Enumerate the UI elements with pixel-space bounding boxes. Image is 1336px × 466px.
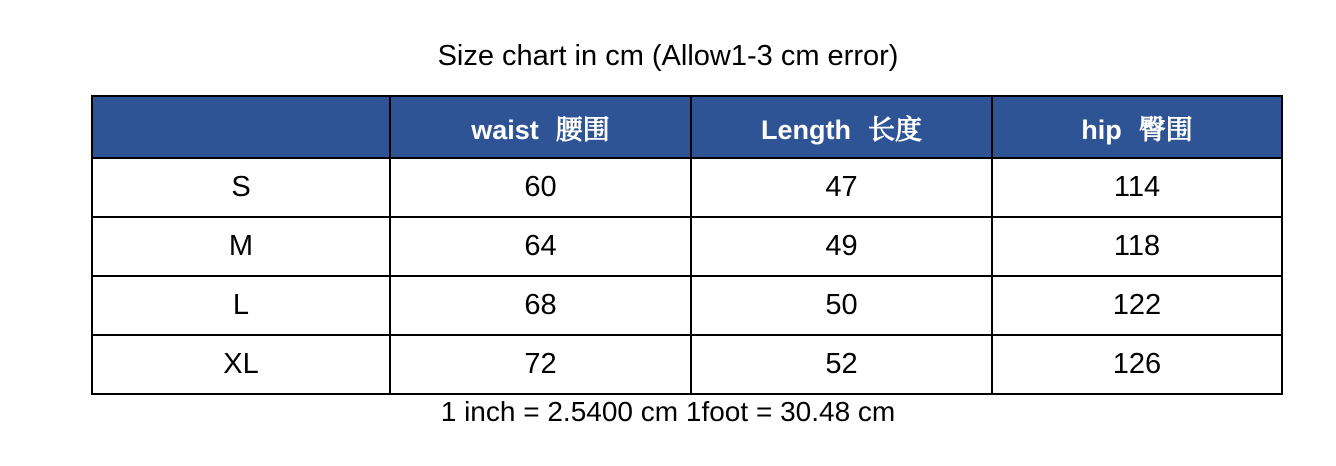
unit-conversion-note: 1 inch = 2.5400 cm 1foot = 30.48 cm xyxy=(440,396,896,427)
header-cell-hip: hip 臀围 xyxy=(992,96,1282,158)
table-row-m xyxy=(92,217,1282,276)
header-cell-size xyxy=(92,96,390,158)
table-row-s xyxy=(92,158,1282,217)
size-chart-table xyxy=(91,95,1283,395)
size-cell: L xyxy=(92,276,390,335)
hip-cell: 126 xyxy=(992,335,1282,394)
table-row-xl xyxy=(92,335,1282,394)
table-header-row xyxy=(92,96,1282,158)
size-cell: S xyxy=(92,158,390,217)
size-cell: M xyxy=(92,217,390,276)
waist-cell: 68 xyxy=(390,276,691,335)
header-cell-waist: waist 腰围 xyxy=(390,96,691,158)
length-cell: 47 xyxy=(691,158,992,217)
header-cell-length: Length 长度 xyxy=(691,96,992,158)
hip-cell: 118 xyxy=(992,217,1282,276)
waist-cell: 72 xyxy=(390,335,691,394)
size-cell: XL xyxy=(92,335,390,394)
page-title: Size chart in cm (Allow1-3 cm error) xyxy=(437,40,899,72)
hip-cell: 114 xyxy=(992,158,1282,217)
waist-cell: 60 xyxy=(390,158,691,217)
waist-cell: 64 xyxy=(390,217,691,276)
table-row-l xyxy=(92,276,1282,335)
length-cell: 50 xyxy=(691,276,992,335)
length-cell: 52 xyxy=(691,335,992,394)
hip-cell: 122 xyxy=(992,276,1282,335)
length-cell: 49 xyxy=(691,217,992,276)
